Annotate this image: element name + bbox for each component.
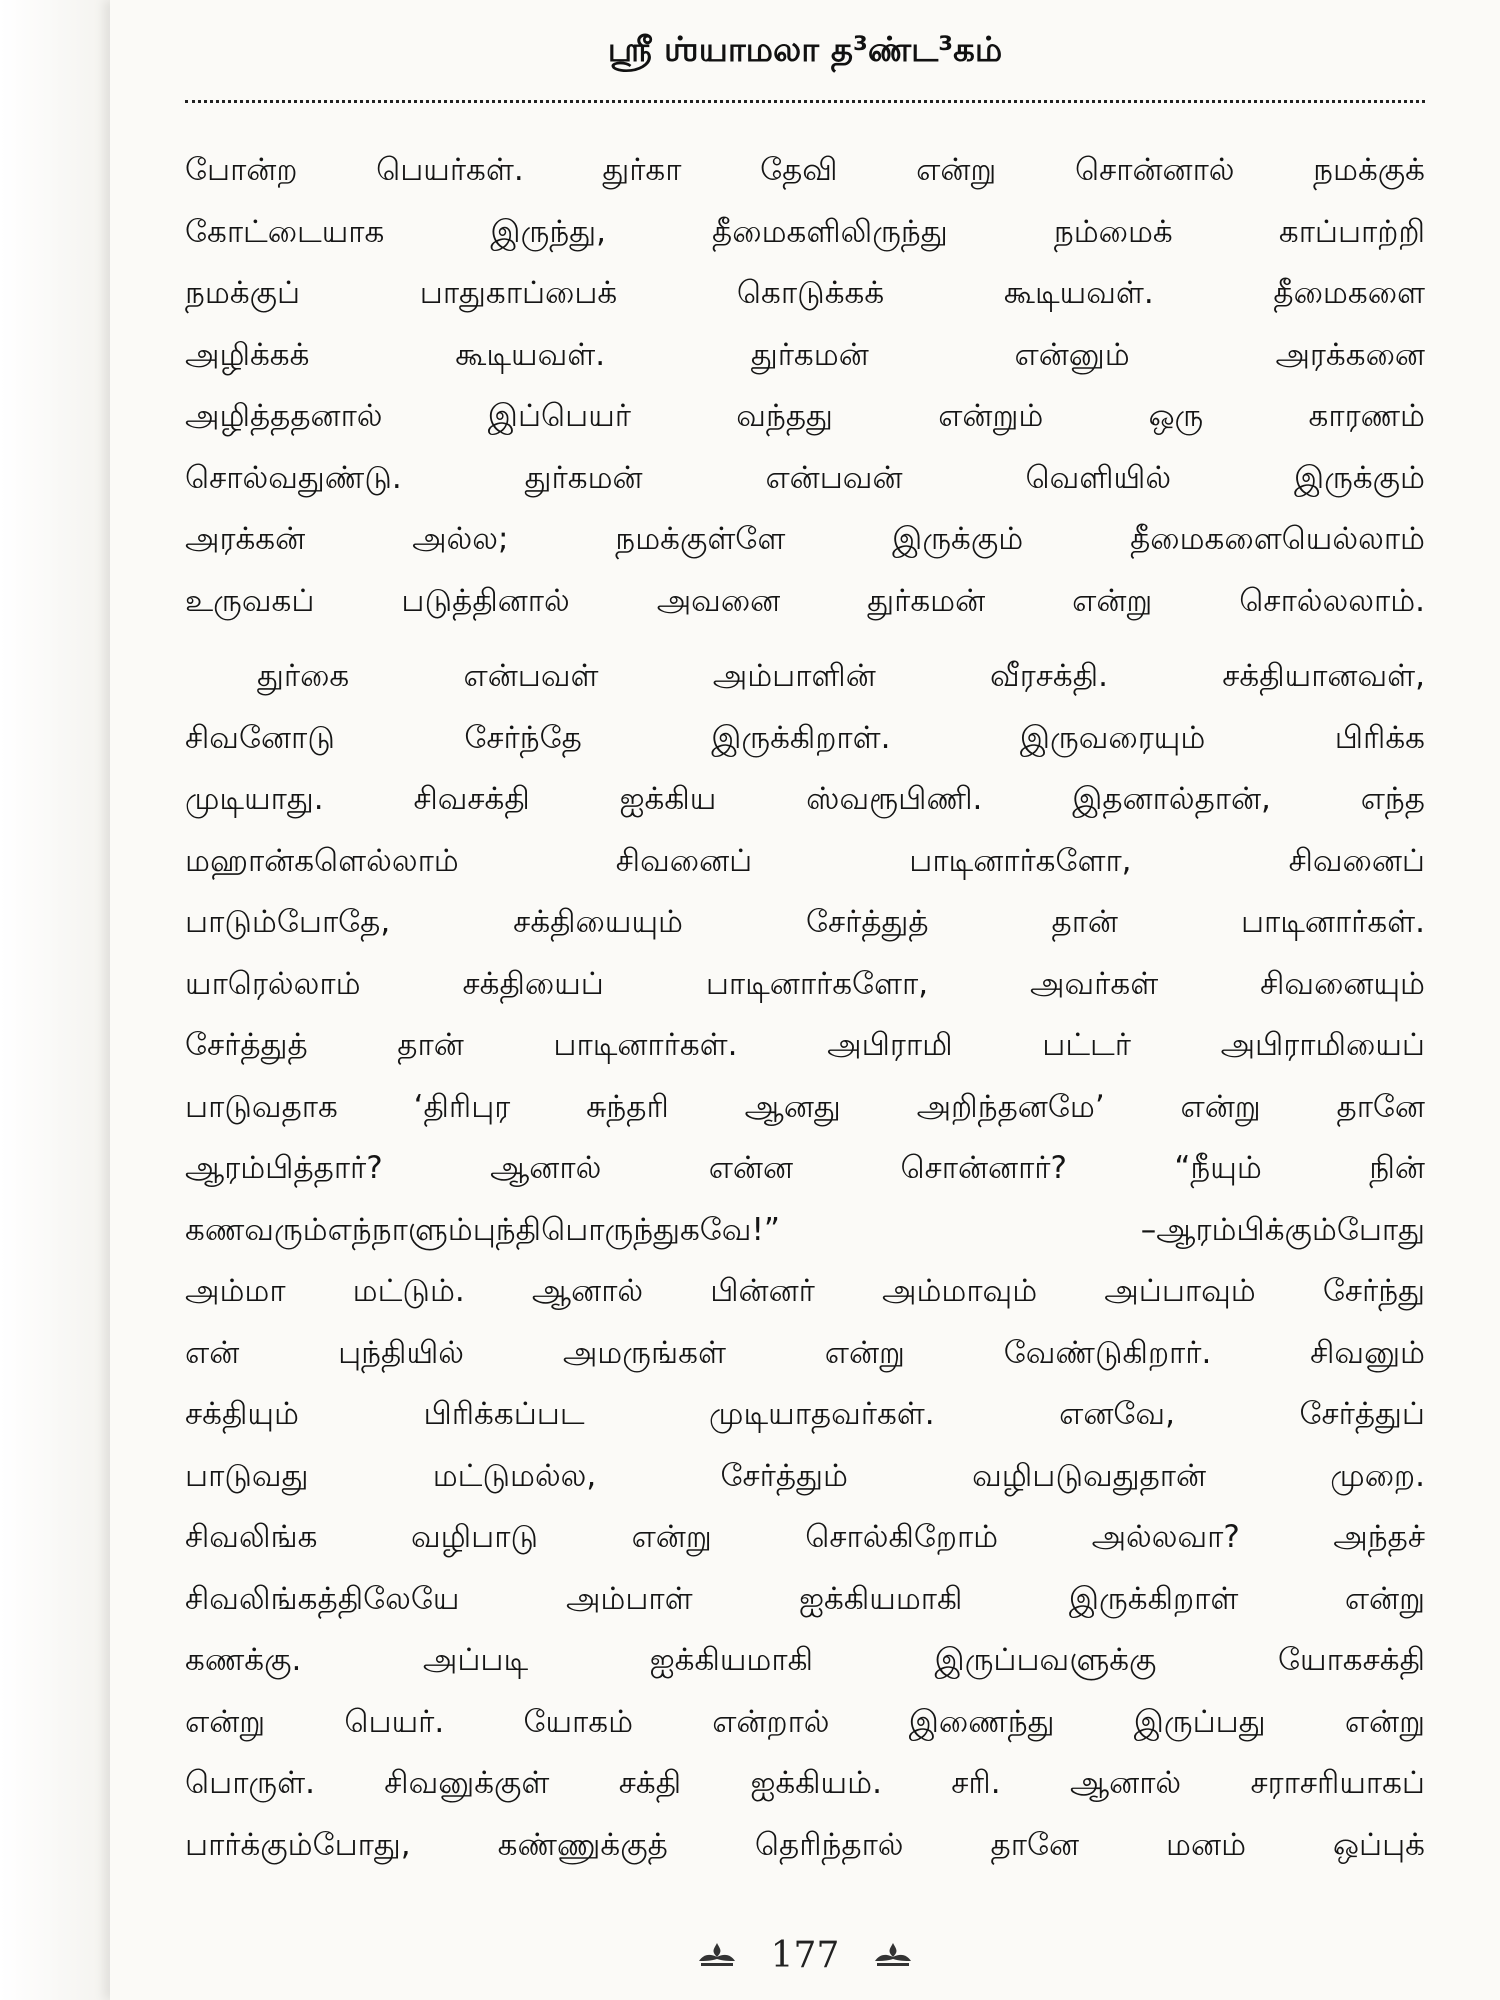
text-line: சேர்த்துத் தான் பாடினார்கள். அபிராமி பட்டர் அபிராமியைப் <box>185 1027 1425 1063</box>
page-number: 177 <box>770 1934 840 1976</box>
text-line: பாடுவதாக ‘திரிபுர சுந்தரி ஆனது அறிந்தனமே’ என்று தானே <box>185 1088 1425 1125</box>
fleuron-icon <box>697 1941 737 1969</box>
paragraph-1 <box>185 140 1425 632</box>
text-line: சிவனோடு சேர்ந்தே இருக்கிறாள். இருவரையும் பிரிக்க <box>185 719 1425 756</box>
text-line: கோட்டையாக இருந்து, தீமைகளிலிருந்து நம்மைக் காப்பாற்றி <box>185 213 1425 250</box>
paragraph-2 <box>185 646 1425 1876</box>
text-line: என்று பெயர். யோகம் என்றால் இணைந்து இருப்பது என்று <box>185 1703 1425 1740</box>
text-line: உருவகப் படுத்தினால் அவனை துர்கமன் என்று சொல்லலாம். <box>185 582 1425 619</box>
text-line: அம்மா மட்டும். ஆனால் பின்னர் அம்மாவும் அப்பாவும் சேர்ந்து <box>185 1273 1425 1309</box>
book-page <box>110 0 1500 2000</box>
text-line: சொல்வதுண்டு. துர்கமன் என்பவன் வெளியில் இருக்கும் <box>185 459 1425 496</box>
text-line: ஆரம்பித்தார்? ஆனால் என்ன சொன்னார்? “நீயும் நின் <box>185 1150 1425 1186</box>
text-line: பாடுவது மட்டுமல்ல, சேர்த்தும் வழிபடுவதுதான் முறை. <box>185 1457 1425 1494</box>
text-line: பாடும்போதே, சக்தியையும் சேர்த்துத் தான் பாடினார்கள். <box>185 904 1425 940</box>
text-line: மஹான்களெல்லாம் சிவனைப் பாடினார்களோ, சிவனைப் <box>185 842 1425 879</box>
page-gutter <box>0 0 110 2000</box>
text-line: பார்க்கும்போது, கண்ணுக்குத் தெரிந்தால் தானே மனம் ஒப்புக் <box>185 1826 1425 1863</box>
text-line: சிவலிங்கத்திலேயே அம்பாள் ஐக்கியமாகி இருக்கிறாள் என்று <box>185 1580 1425 1617</box>
text-line: சக்தியும் பிரிக்கப்பட முடியாதவர்கள். எனவே, சேர்த்துப் <box>185 1396 1425 1432</box>
text-line: கணக்கு. அப்படி ஐக்கியமாகி இருப்பவளுக்கு யோகசக்தி <box>185 1642 1425 1678</box>
text-line: யாரெல்லாம் சக்தியைப் பாடினார்களோ, அவர்கள் சிவனையும் <box>185 965 1425 1002</box>
running-header-title: ஸ்ரீ ஶ்யாமலா த³ண்ட³கம் <box>607 30 1003 70</box>
text-line: போன்ற பெயர்கள். துர்கா தேவி என்று சொன்னால் நமக்குக் <box>185 152 1425 188</box>
text-line: நமக்குப் பாதுகாப்பைக் கொடுக்கக் கூடியவள். தீமைகளை <box>185 275 1425 311</box>
text-line: முடியாது. சிவசக்தி ஐக்கிய ஸ்வரூபிணி. இதனால்தான், எந்த <box>185 781 1425 817</box>
header-dotted-rule <box>185 100 1425 103</box>
text-line: கணவரும்எந்நாளும்புந்திபொருந்துகவே!” –ஆரம்பிக்கும்போது <box>185 1211 1425 1248</box>
text-line: அழித்ததனால் இப்பெயர் வந்தது என்றும் ஒரு காரணம் <box>185 398 1425 434</box>
text-line: பொருள். சிவனுக்குள் சக்தி ஐக்கியம். சரி. ஆனால் சராசரியாகப் <box>185 1765 1425 1801</box>
text-line: என் புந்தியில் அமருங்கள் என்று வேண்டுகிறார். சிவனும் <box>185 1334 1425 1371</box>
text-line: அரக்கன் அல்ல; நமக்குள்ளே இருக்கும் தீமைகளையெல்லாம் <box>185 521 1425 557</box>
text-line: அழிக்கக் கூடியவள். துர்கமன் என்னும் அரக்கனை <box>185 336 1425 373</box>
page-footer <box>110 1930 1500 1980</box>
text-line: சிவலிங்க வழிபாடு என்று சொல்கிறோம் அல்லவா? அந்தச் <box>185 1519 1425 1555</box>
text-line: துர்கை என்பவள் அம்பாளின் வீரசக்தி. சக்தியானவள், <box>257 658 1425 694</box>
page-body <box>185 140 1425 1876</box>
fleuron-icon <box>873 1941 913 1969</box>
